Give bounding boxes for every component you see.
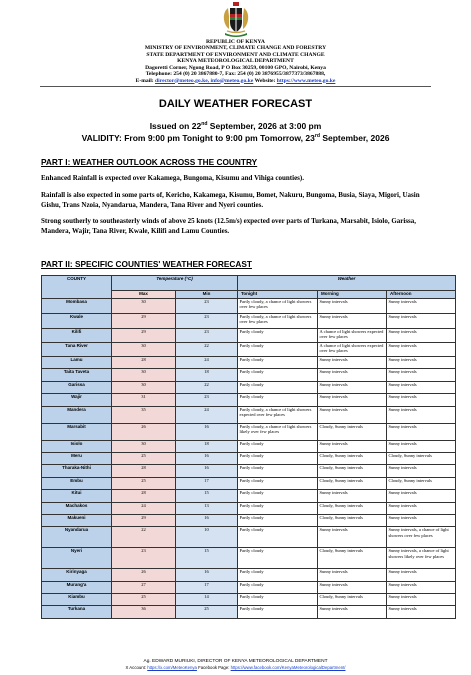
county-cell: Kitui: [42, 490, 112, 502]
afternoon-cell: Sunny intervals: [387, 406, 456, 423]
min-temp-cell: 18: [176, 440, 238, 452]
tonight-cell: Partly cloudy: [238, 381, 318, 393]
county-cell: Taita Taveta: [42, 369, 112, 381]
footer-social: X Account: https://x.com/MeteoKenya Facebook Page: https://www.facebook.com/KenyaMeteorologicalDepartment/: [125, 665, 346, 670]
county-cell: Marsabit: [42, 423, 112, 440]
morning-cell: Sunny intervals: [318, 314, 387, 329]
morning-cell: Cloudy, Sunny intervals: [318, 514, 387, 526]
max-temp-cell: 22: [112, 527, 176, 548]
county-cell: Mandera: [42, 406, 112, 423]
county-cell: Garissa: [42, 381, 112, 393]
county-cell: Nyandarua: [42, 527, 112, 548]
morning-cell: Cloudy, Sunny intervals: [318, 502, 387, 514]
morning-cell: Sunny intervals: [318, 406, 387, 423]
afternoon-cell: Sunny intervals: [387, 314, 456, 329]
x-account-link[interactable]: https://x.com/MeteoKenya: [147, 665, 197, 670]
max-temp-cell: 25: [112, 477, 176, 489]
issued-line: Issued on 22nd September, 2026 at 3:00 pm: [149, 121, 322, 131]
afternoon-cell: Sunny intervals: [387, 606, 456, 618]
tonight-cell: Partly cloudy: [238, 440, 318, 452]
header-contacts: E-mail: director@meteo.go.ke, info@meteo.go.ke Website: https://www.meteo.go.ke: [135, 77, 336, 84]
header-republic: REPUBLIC OF KENYA: [206, 39, 265, 45]
min-temp-cell: 16: [176, 423, 238, 440]
county-cell: Machakos: [42, 502, 112, 514]
afternoon-cell: Sunny intervals: [387, 465, 456, 477]
morning-cell: Sunny intervals: [318, 527, 387, 548]
morning-cell: A chance of light showers expected over few places: [318, 343, 387, 357]
header-ministry: MINISTRY OF ENVIRONMENT, CLIMATE CHANGE AND FORESTRY: [144, 45, 327, 51]
part1-paragraph-2: Rainfall is also expected in some parts of, Kericho, Kakamega, Kisumu, Bomet, Nakuru, Bungoma, Busia, Siaya, Migori, Uasin Gishu, Trans Nzoia, Nyandarua, Mandera, Tana River and Nyeri counties.: [41, 191, 420, 209]
afternoon-cell: Sunny intervals: [387, 394, 456, 406]
weather-header: Weather: [238, 276, 456, 291]
morning-column-header: Morning: [318, 291, 387, 299]
tonight-cell: Partly cloudy: [238, 581, 318, 593]
forecast-row: [42, 477, 456, 489]
max-temp-cell: 30: [112, 299, 176, 314]
min-temp-cell: 22: [176, 343, 238, 357]
afternoon-cell: Sunny intervals: [387, 343, 456, 357]
county-cell: Turkana: [42, 606, 112, 618]
min-temp-cell: 17: [176, 581, 238, 593]
forecast-row: [42, 465, 456, 477]
forecast-row: [42, 527, 456, 548]
afternoon-cell: Sunny intervals: [387, 502, 456, 514]
max-temp-cell: 29: [112, 314, 176, 329]
county-cell: Meru: [42, 452, 112, 464]
min-temp-cell: 15: [176, 548, 238, 569]
tonight-cell: Partly cloudy: [238, 514, 318, 526]
tonight-cell: Partly cloudy, a chance of light showers over few places: [238, 299, 318, 314]
county-cell: Lamu: [42, 357, 112, 369]
forecast-row: [42, 381, 456, 393]
morning-cell: Cloudy, Sunny intervals: [318, 477, 387, 489]
forecast-row: [42, 548, 456, 569]
min-temp-cell: 25: [176, 606, 238, 618]
county-cell: Kwale: [42, 314, 112, 329]
county-column-header: COUNTY: [42, 276, 112, 299]
forecast-row: [42, 490, 456, 502]
morning-cell: Cloudy, Sunny intervals: [318, 423, 387, 440]
afternoon-cell: Sunny intervals: [387, 594, 456, 606]
tonight-cell: Partly cloudy: [238, 594, 318, 606]
max-temp-cell: 36: [112, 606, 176, 618]
morning-cell: A chance of light showers expected over few places: [318, 329, 387, 343]
header-address: Dagoretti Corner, Ngong Road, P O Box 30259, 00100 GPO, Nairobi, Kenya: [145, 64, 326, 71]
table-header-row: [42, 276, 456, 291]
county-cell: Makueni: [42, 514, 112, 526]
max-temp-cell: 29: [112, 329, 176, 343]
min-temp-cell: 16: [176, 465, 238, 477]
max-temp-cell: 30: [112, 369, 176, 381]
part1-paragraph-3: Strong southerly to southeasterly winds of above 25 knots (12.5m/s) expected over parts of Turkana, Marsabit, Isiolo, Garissa, Mandera, Wajir, Tana River, Kwale, Kilifi and Lamu Counties.: [41, 217, 417, 235]
section-2-heading: PART II: SPECIFIC COUNTIES' WEATHER FORECAST: [41, 259, 252, 269]
county-cell: Mombasa: [42, 299, 112, 314]
min-temp-cell: 23: [176, 314, 238, 329]
morning-cell: Cloudy, Sunny intervals: [318, 548, 387, 569]
tonight-cell: Partly cloudy: [238, 394, 318, 406]
min-column-header: Min: [176, 291, 238, 299]
min-temp-cell: 16: [176, 514, 238, 526]
min-temp-cell: 14: [176, 594, 238, 606]
morning-cell: Sunny intervals: [318, 369, 387, 381]
forecast-row: [42, 581, 456, 593]
afternoon-cell: Cloudy, Sunny intervals: [387, 477, 456, 489]
county-cell: Wajir: [42, 394, 112, 406]
max-temp-cell: 35: [112, 406, 176, 423]
forecast-row: [42, 299, 456, 314]
min-temp-cell: 24: [176, 406, 238, 423]
afternoon-cell: Sunny intervals: [387, 381, 456, 393]
header-telephone: Telephone: 254 (0) 20 3867880-7, Fax: 254 (0) 20 3876955/3877373/3867888,: [145, 71, 326, 77]
tonight-cell: Partly cloudy: [238, 548, 318, 569]
validity-line: VALIDITY: From 9:00 pm Tonight to 9:00 pm Tomorrow, 23rd September, 2026: [81, 133, 390, 143]
county-cell: Kiambu: [42, 594, 112, 606]
min-temp-cell: 18: [176, 369, 238, 381]
max-temp-cell: 26: [112, 423, 176, 440]
header-department: KENYA METEOROLOGICAL DEPARTMENT: [177, 58, 294, 64]
forecast-row: [42, 406, 456, 423]
min-temp-cell: 10: [176, 527, 238, 548]
section-1-heading: PART I: WEATHER OUTLOOK ACROSS THE COUNTRY: [41, 157, 258, 167]
afternoon-cell: Sunny intervals: [387, 581, 456, 593]
afternoon-cell: Sunny intervals: [387, 357, 456, 369]
tonight-cell: Partly cloudy: [238, 465, 318, 477]
max-temp-cell: 25: [112, 452, 176, 464]
tonight-cell: Partly cloudy: [238, 502, 318, 514]
afternoon-cell: Cloudy, Sunny intervals: [387, 452, 456, 464]
morning-cell: Sunny intervals: [318, 394, 387, 406]
max-temp-cell: 23: [112, 548, 176, 569]
county-cell: Tharaka-Nithi: [42, 465, 112, 477]
county-cell: Kirinyaga: [42, 569, 112, 581]
max-temp-cell: 30: [112, 440, 176, 452]
max-temp-cell: 30: [112, 381, 176, 393]
forecast-table: [41, 275, 456, 619]
forecast-row: [42, 606, 456, 618]
afternoon-cell: Sunny intervals: [387, 423, 456, 440]
min-temp-cell: 24: [176, 357, 238, 369]
forecast-row: [42, 369, 456, 381]
part1-paragraph-1: Enhanced Rainfall is expected over Kakamega, Bungoma, Kisumu and Vihiga counties).: [41, 174, 304, 182]
max-column-header: Max: [112, 291, 176, 299]
morning-cell: Sunny intervals: [318, 299, 387, 314]
morning-cell: Sunny intervals: [318, 357, 387, 369]
tonight-cell: Partly cloudy, a chance of light showers over few places: [238, 314, 318, 329]
min-temp-cell: 15: [176, 490, 238, 502]
max-temp-cell: 24: [112, 502, 176, 514]
tonight-cell: Partly cloudy: [238, 490, 318, 502]
max-temp-cell: 28: [112, 357, 176, 369]
morning-cell: Sunny intervals: [318, 581, 387, 593]
header-state-department: STATE DEPARTMENT OF ENVIRONMENT AND CLIMATE CHANGE: [146, 51, 325, 58]
morning-cell: Cloudy, Sunny intervals: [318, 452, 387, 464]
max-temp-cell: 28: [112, 490, 176, 502]
min-temp-cell: 23: [176, 299, 238, 314]
afternoon-cell: Sunny intervals: [387, 329, 456, 343]
afternoon-cell: Sunny intervals: [387, 440, 456, 452]
tonight-cell: Partly cloudy: [238, 452, 318, 464]
max-temp-cell: 25: [112, 594, 176, 606]
forecast-row: [42, 357, 456, 369]
facebook-link[interactable]: https://www.facebook.com/KenyaMeteorologicalDepartment/: [230, 665, 346, 670]
kenya-coat-of-arms-icon: [219, 2, 253, 38]
afternoon-cell: Sunny intervals, a chance of light showers over few places: [387, 527, 456, 548]
morning-cell: Sunny intervals: [318, 440, 387, 452]
tonight-cell: Partly cloudy: [238, 527, 318, 548]
max-temp-cell: 30: [112, 343, 176, 357]
forecast-row: [42, 514, 456, 526]
temperature-header: Temperature (°C): [112, 276, 238, 291]
tonight-cell: Partly cloudy, a chance of light showers expected over few places: [238, 406, 318, 423]
afternoon-cell: Sunny intervals: [387, 569, 456, 581]
footer-signatory: Ag. EDWARD MURIUKI, DIRECTOR OF KENYA METEOROLOGICAL DEPARTMENT: [143, 659, 328, 664]
max-temp-cell: 27: [112, 581, 176, 593]
forecast-row: [42, 502, 456, 514]
afternoon-cell: Sunny intervals: [387, 514, 456, 526]
max-temp-cell: 29: [112, 514, 176, 526]
tonight-column-header: Tonight: [238, 291, 318, 299]
county-cell: Murang'a: [42, 581, 112, 593]
min-temp-cell: 23: [176, 394, 238, 406]
forecast-row: [42, 423, 456, 440]
county-cell: Kilifi: [42, 329, 112, 343]
forecast-table-body: [42, 299, 456, 619]
afternoon-column-header: Afternoon: [387, 291, 456, 299]
forecast-row: [42, 314, 456, 329]
min-temp-cell: 17: [176, 477, 238, 489]
max-temp-cell: 26: [112, 569, 176, 581]
tonight-cell: Partly cloudy, a chance of light showers likely over few places: [238, 423, 318, 440]
page-title: DAILY WEATHER FORECAST: [158, 98, 313, 110]
email-link[interactable]: director@meteo.go.ke, info@meteo.go.ke: [155, 77, 254, 84]
county-cell: Tana River: [42, 343, 112, 357]
tonight-cell: Partly cloudy: [238, 357, 318, 369]
county-cell: Embu: [42, 477, 112, 489]
morning-cell: Sunny intervals: [318, 490, 387, 502]
min-temp-cell: 13: [176, 502, 238, 514]
tonight-cell: Partly cloudy: [238, 477, 318, 489]
morning-cell: Sunny intervals: [318, 381, 387, 393]
min-temp-cell: 16: [176, 452, 238, 464]
morning-cell: Cloudy, Sunny intervals: [318, 465, 387, 477]
forecast-row: [42, 569, 456, 581]
tonight-cell: Partly cloudy: [238, 329, 318, 343]
morning-cell: Sunny intervals: [318, 606, 387, 618]
forecast-row: [42, 440, 456, 452]
forecast-row: [42, 329, 456, 343]
tonight-cell: Partly cloudy: [238, 606, 318, 618]
county-cell: Nyeri: [42, 548, 112, 569]
max-temp-cell: 28: [112, 465, 176, 477]
min-temp-cell: 23: [176, 329, 238, 343]
min-temp-cell: 22: [176, 381, 238, 393]
forecast-row: [42, 394, 456, 406]
website-link[interactable]: https://www.meteo.go.ke: [276, 77, 336, 84]
header-divider: [40, 86, 431, 87]
max-temp-cell: 31: [112, 394, 176, 406]
min-temp-cell: 16: [176, 569, 238, 581]
forecast-row: [42, 594, 456, 606]
forecast-row: [42, 452, 456, 464]
morning-cell: Cloudy, Sunny intervals: [318, 594, 387, 606]
county-cell: Isiolo: [42, 440, 112, 452]
tonight-cell: Partly cloudy: [238, 343, 318, 357]
forecast-row: [42, 343, 456, 357]
afternoon-cell: Sunny intervals: [387, 299, 456, 314]
afternoon-cell: Sunny intervals: [387, 490, 456, 502]
afternoon-cell: Sunny intervals: [387, 369, 456, 381]
tonight-cell: Partly cloudy: [238, 569, 318, 581]
afternoon-cell: Sunny intervals, a chance of light showers likely over few places: [387, 548, 456, 569]
tonight-cell: Partly cloudy: [238, 369, 318, 381]
morning-cell: Sunny intervals: [318, 569, 387, 581]
